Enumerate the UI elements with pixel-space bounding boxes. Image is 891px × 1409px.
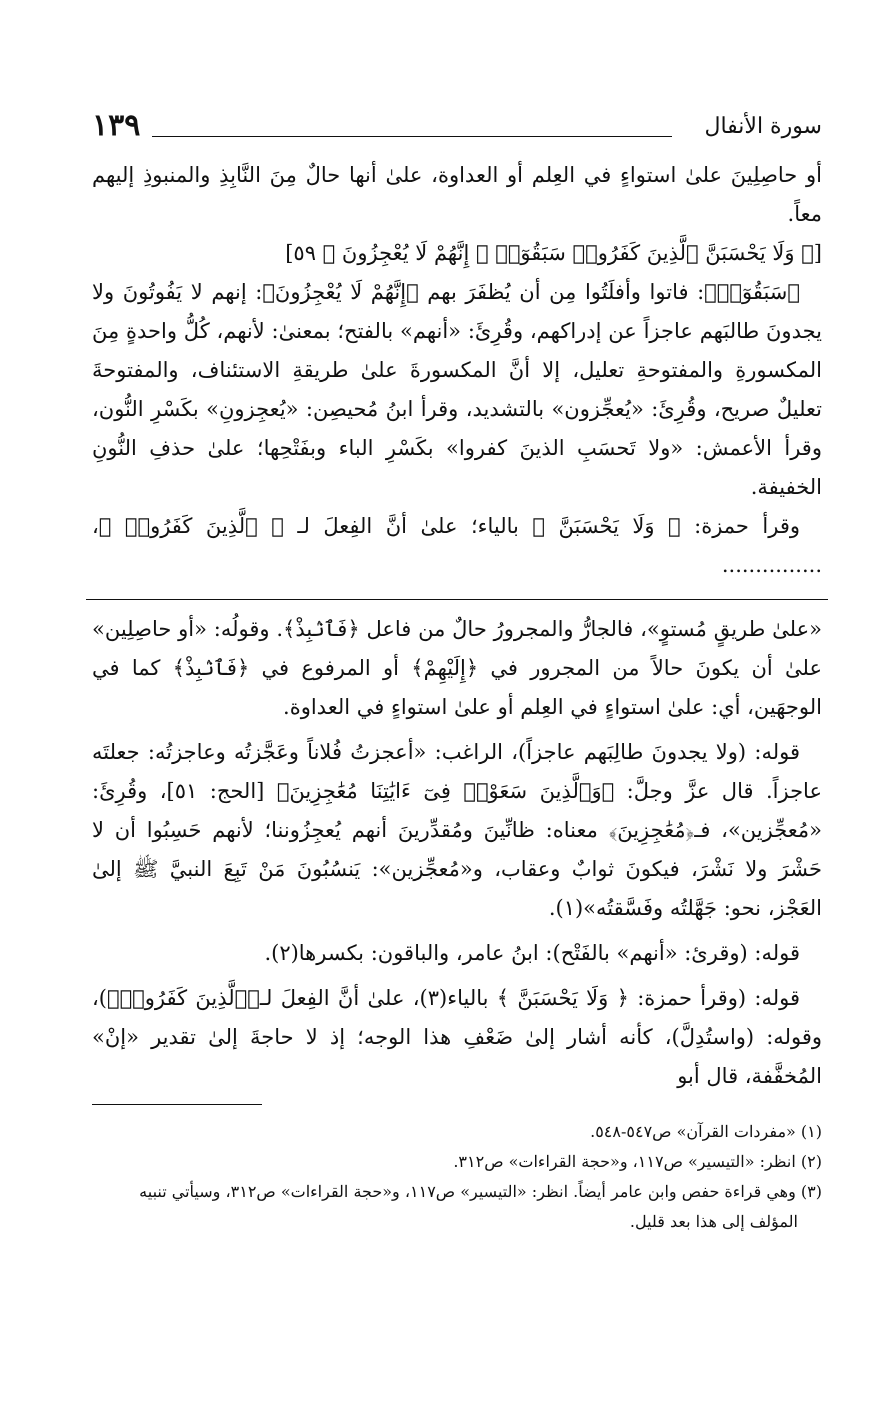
commentary: [92, 610, 822, 1096]
commentary-paragraph: «علىٰ طريقٍ مُستوٍ»، فالجارُّ والمجرورُ حالٌ من فاعل ﴿فَٱنۢبِذْ﴾. وقولُه: «أو حاصِلِين» علىٰ أن يكونَ حالاً من المجرور في ﴿إِلَيْهِمْ﴾ أو المرفوع في ﴿فَٱنۢبِذْ﴾ كما في الوجهَين، أي: علىٰ استواءٍ في العِلم أو علىٰ استواءٍ في العداوة.: [92, 617, 822, 719]
main-paragraph-hamza: وقرأ حمزة: ﴿ وَلَا يَحْسَبَنَّ ﴾ بالياء؛ علىٰ أنَّ الفِعلَ لـ ﴿ ٱلَّذِينَ كَفَرُوا۟ ﴾، ...............: [92, 514, 822, 577]
footnote-1: (١) «مفردات القرآن» ص٥٤٧-٥٤٨.: [590, 1122, 822, 1141]
verse-59: [﴿ وَلَا يَحْسَبَنَّ ٱلَّذِينَ كَفَرُوا۟ سَبَقُوٓا۟ ۚ إِنَّهُمْ لَا يُعْجِزُونَ ﴾ ٥٩]: [285, 241, 822, 265]
footnote-separator: [92, 1104, 262, 1105]
commentary-paragraph: قوله: (وقرئ: «أنهم» بالفَتْح): ابنُ عامر، والباقون: بكسرها(٢).: [264, 941, 800, 965]
running-title: سورة الأنفال: [704, 114, 822, 139]
main-text: [92, 156, 822, 585]
page-header: [92, 108, 822, 156]
commentary-separator: [86, 599, 828, 600]
header-rule: [152, 136, 672, 137]
page: [92, 108, 822, 1237]
commentary-paragraph: قوله: (وقرأ حمزة: ﴿ وَلَا يَحْسَبَنَّ ﴾ بالياء(٣)، علىٰ أنَّ الفِعلَ لـ﴿ٱلَّذِينَ كَفَرُوا۟﴾)، وقوله: (واستُدِلَّ)، كأنه أشار إلىٰ ضَعْفِ هذا الوجه؛ إذ لا حاجةَ إلىٰ تقدير «إنْ» المُخفَّفة، قال أبو: [92, 986, 822, 1088]
footnote-3: (٣) وهي قراءة حفص وابن عامر أيضاً. انظر: «التيسير» ص١١٧، و«حجة القراءات» ص٣١٢، وسيأتي تنبيه المؤلف إلى هذا بعد قليل.: [139, 1182, 822, 1231]
main-line-1: أو حاصِلِينَ علىٰ استواءٍ في العِلم أو العداوة، علىٰ أنها حالٌ مِنَ النَّابِذِ والمنبوذِ إليهم معاً.: [92, 163, 822, 226]
page-number: ١٣٩: [92, 108, 141, 143]
footnotes: [92, 1117, 822, 1237]
commentary-paragraph: قوله: (ولا يجدونَ طالِبَهم عاجزاً)، الراغب: «أعجزتُ فُلاناً وعَجَّزتُه وعاجزتُه: جعلتَه عاجزاً. قال عزَّ وجلَّ: ﴿وَٱلَّذِينَ سَعَوْا۟ فِىٓ ءَايَٰتِنَا مُعَٰجِزِينَ﴾ [الحج: ٥١]، وقُرِئَ: «مُعجِّزين»، فـ﴿مُعَٰجِزِينَ﴾ معناه: ظانِّينَ ومُقدِّرينَ أنهم يُعجِزُوننا؛ لأنهم حَسِبُوا أن لا حَشْرَ ولا نَشْرَ، فيكونَ ثوابٌ وعقاب، و«مُعجِّزين»: يَنسُبُونَ مَنْ تَبِعَ النبيَّ ﷺ إلىٰ العَجْز، نحو: جَهَّلتُه وفَسَّقتُه»(١).: [92, 740, 822, 920]
footnote-2: (٢) انظر: «التيسير» ص١١٧، و«حجة القراءات» ص٣١٢.: [453, 1152, 822, 1171]
main-paragraph-tafsir: ﴿سَبَقُوٓا۟﴾: فاتوا وأفلَتُوا مِن أن يُظفَرَ بهم ﴿إِنَّهُمْ لَا يُعْجِزُونَ﴾: إنهم لا يَفُوتُونَ ولا يجدونَ طالبَهم عاجزاً عن إدراكهم، وقُرِئَ: «أنهم» بالفتح؛ بمعنىٰ: لأنهم، كُلُّ واحدةٍ مِنَ المكسورةِ والمفتوحةِ تعليل، إلا أنَّ المكسورةَ علىٰ طريقةِ الاستئناف، والمفتوحةَ تعليلٌ صريح، وقُرِئَ: «يُعجِّزون» بالتشديد، وقرأ ابنُ مُحيصِن: «يُعجِزونِ» بكَسْرِ النُّون، وقرأ الأعمش: «ولا تَحسَبِ الذينَ كفروا» بكَسْرِ الباء وبفَتْحِها؛ علىٰ حذفِ النُّونِ الخفيفة.: [92, 280, 822, 499]
